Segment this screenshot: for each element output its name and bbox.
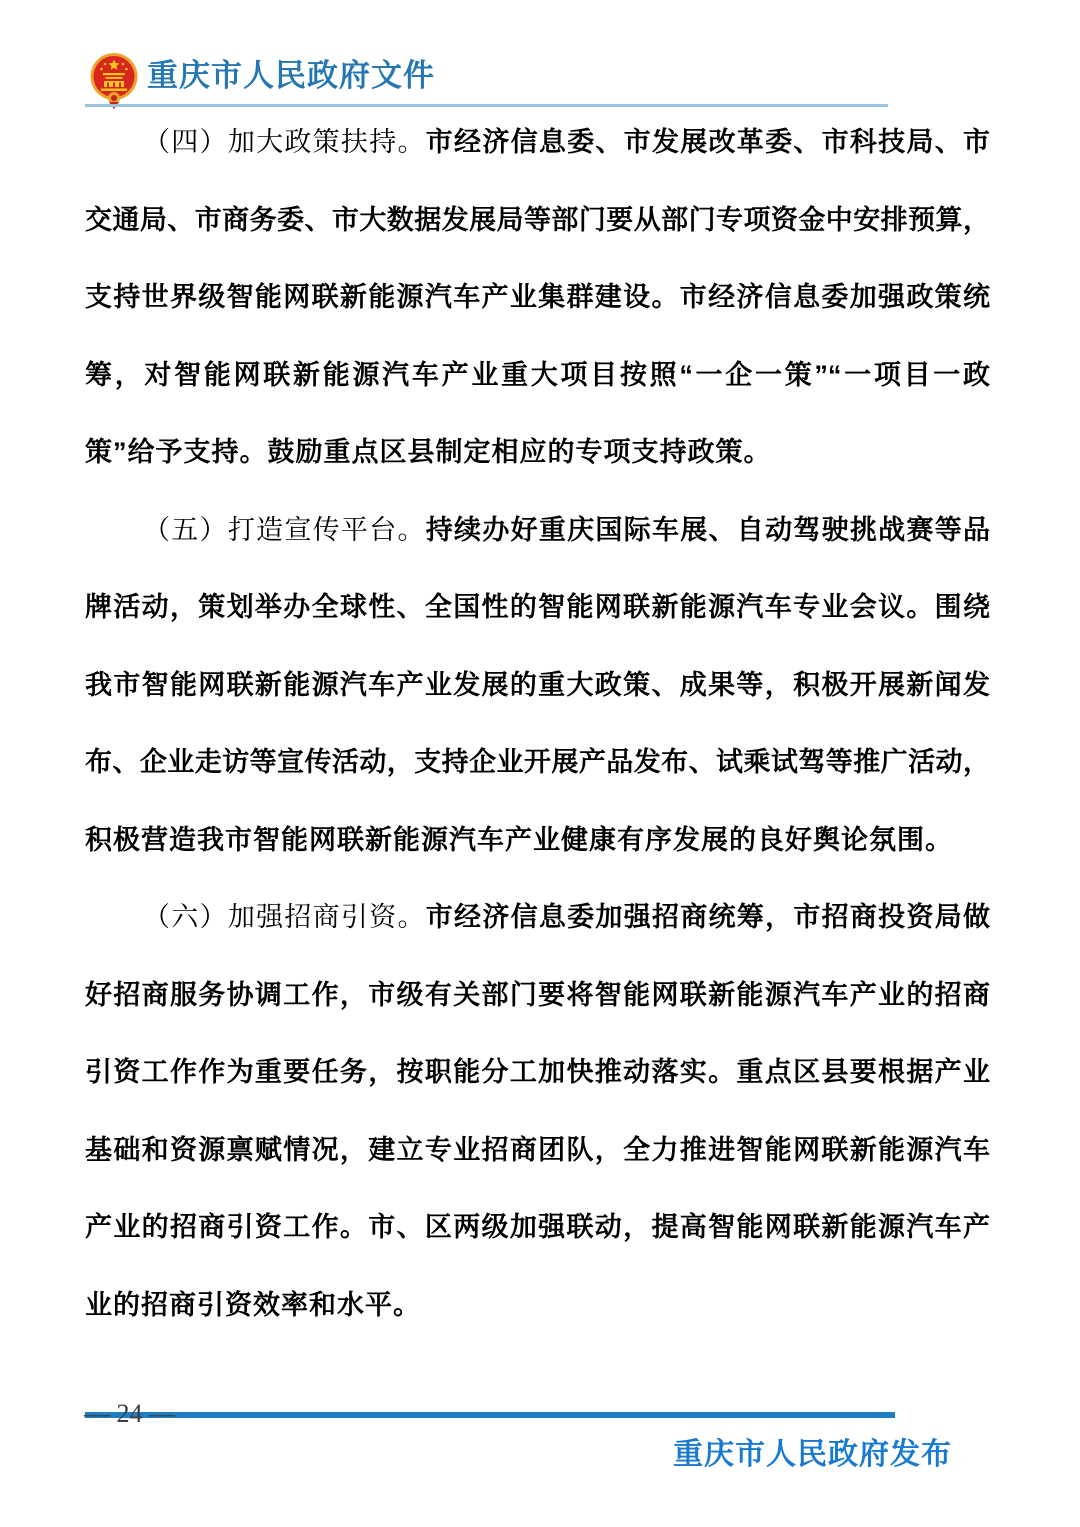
- body-line: [85, 182, 990, 260]
- body-line-text: 积极营造我市智能网联新能源汽车产业健康有序发展的良好舆论氛围。: [85, 824, 953, 855]
- body-line-text: 好招商服务协调工作，市级有关部门要将智能网联新能源汽车产业的招商: [85, 979, 990, 1010]
- body-line: [85, 492, 990, 570]
- body-line: [85, 414, 990, 492]
- body-line-text: 交通局、市商务委、市大数据发展局等部门要从部门专项资金中安排预算，: [85, 204, 990, 235]
- body-line-text: 我市智能网联新能源汽车产业发展的重大政策、成果等，积极开展新闻发: [85, 669, 990, 700]
- body-line: [85, 957, 990, 1035]
- body-line: [85, 104, 990, 182]
- body-line: [85, 337, 990, 415]
- paragraph-lead: （四）加大政策扶持。: [143, 127, 426, 157]
- document-body: [85, 104, 990, 1344]
- china-national-emblem-icon: [88, 51, 140, 109]
- body-line: [85, 802, 990, 880]
- body-line: [85, 724, 990, 802]
- body-line-text: 筹，对智能网联新能源汽车产业重大项目按照“一企一策”“一项目一政: [85, 359, 990, 390]
- body-line-text: 持续办好重庆国际车展、自动驾驶挑战赛等品: [425, 514, 991, 545]
- paragraph-lead: （五）打造宣传平台。: [143, 514, 426, 545]
- body-line-text: 支持世界级智能网联新能源汽车产业集群建设。市经济信息委加强政策统: [85, 282, 990, 312]
- body-line-text: 市经济信息委、市发展改革委、市科技局、市: [425, 127, 991, 157]
- body-line-text: 产业的招商引资工作。市、区两级加强联动，提高智能网联新能源汽车产: [85, 1212, 990, 1242]
- body-line: [85, 569, 990, 647]
- document-type-title: 重庆市人民政府文件: [147, 58, 435, 93]
- body-line-text: 牌活动，策划举办全球性、全国性的智能网联新能源汽车专业会议。围绕: [85, 592, 990, 622]
- body-line: [85, 1189, 990, 1267]
- body-line-text: 引资工作作为重要任务，按职能分工加快推动落实。重点区县要根据产业: [85, 1057, 990, 1087]
- body-line: [85, 1267, 990, 1345]
- body-line: [85, 259, 990, 337]
- body-line: [85, 1112, 990, 1190]
- body-line-text: 策”给予支持。鼓励重点区县制定相应的专项支持政策。: [85, 437, 772, 467]
- footer-divider-rule: [85, 1412, 895, 1418]
- body-line-text: 业的招商引资效率和水平。: [85, 1289, 421, 1320]
- paragraph-lead: （六）加强招商引资。: [143, 902, 426, 932]
- body-line-text: 基础和资源禀赋情况，建立专业招商团队，全力推进智能网联新能源汽车: [85, 1134, 990, 1165]
- body-line-text: 布、企业走访等宣传活动，支持企业开展产品发布、试乘试驾等推广活动，: [85, 747, 990, 777]
- body-line: [85, 647, 990, 725]
- publisher-label: 重庆市人民政府发布: [673, 1438, 952, 1471]
- body-line: [85, 1034, 990, 1112]
- body-line: [85, 879, 990, 957]
- page-number: — 24 —: [84, 1399, 175, 1428]
- body-line-text: 市经济信息委加强招商统筹，市招商投资局做: [425, 902, 991, 932]
